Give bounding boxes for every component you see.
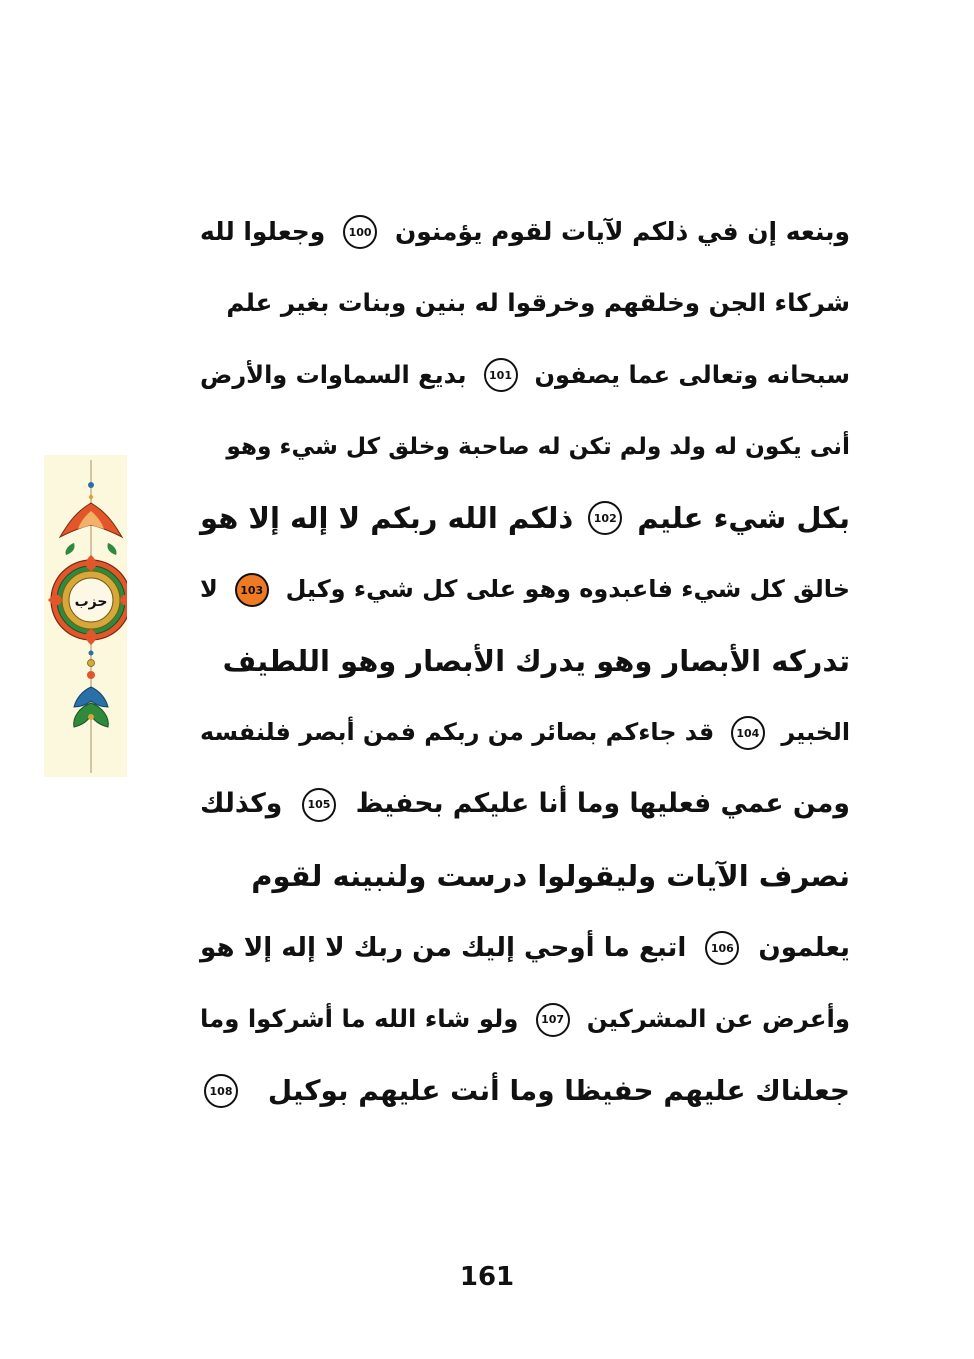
verse-text: سبحانه وتعالى عما يصفون [534,361,850,390]
page-number: 161 [459,1262,515,1292]
verse-text: خالق كل شيء فاعبدوه وهو على كل شيء وكيل [285,575,850,604]
verse-text: تدركه الأبصار وهو يدرك الأبصار وهو اللطيف [222,644,850,679]
verse-text: وكذلك [200,788,283,820]
text-line [200,628,850,696]
verse-text: وجعلوا لله [200,216,326,246]
ayah-number-marker: 106 [705,931,739,965]
verse-text: نصرف الآيات وليقولوا درست ولنبينه لقوم [251,858,850,893]
hizb-label: حزب [74,594,108,610]
hizb-marker-icon [44,455,127,777]
hizb-ornament-panel [44,455,127,777]
text-line [200,413,850,481]
verse-text: قد جاءكم بصائر من ربكم فمن أبصر فلنفسه [200,718,715,747]
text-line [200,198,850,266]
ayah-number-marker: 104 [731,716,765,750]
verse-text: بكل شيء عليم [637,500,850,535]
verse-text: وبنعه إن في ذلكم لآيات لقوم يؤمنون [394,216,850,246]
text-line [200,771,850,839]
ayah-number-marker: 105 [302,788,336,822]
ayah-number-marker: 102 [588,501,622,535]
verse-text: وأعرض عن المشركين [586,1004,850,1034]
verse-text: بديع السماوات والأرض [200,361,467,390]
ayah-number-marker: 107 [536,1003,570,1037]
verse-text: جعلناك عليهم حفيظا وما أنت عليهم بوكيل [267,1074,850,1108]
ayah-number-marker: 100 [343,215,377,249]
verse-text: ولو شاء الله ما أشركوا وما [200,1004,519,1034]
text-line [200,270,850,338]
quran-text-block [200,190,850,1170]
text-line [200,914,850,982]
text-line [200,842,850,910]
ayah-number-marker: 103 [235,573,269,607]
verse-text: اتبع ما أوحي إليك من ربك لا إله إلا هو [200,932,687,963]
text-line [200,484,850,552]
verse-text: ومن عمي فعليها وما أنا عليكم بحفيظ [355,788,850,820]
text-line [200,986,850,1054]
ayah-number-marker: 101 [484,358,518,392]
text-line [200,1057,850,1125]
verse-text: أنى يكون له ولد ولم تكن له صاحبة وخلق كل شيء وهو [226,433,850,461]
verse-text: يعلمون [758,932,850,963]
ayah-number-marker: 108 [204,1074,238,1108]
verse-text: لا [200,575,218,604]
verse-text: ذلكم الله ربكم لا إله إلا هو [200,500,574,535]
text-line [200,699,850,767]
verse-text: شركاء الجن وخلقهم وخرقوا له بنين وبنات بغير علم [226,288,850,318]
verse-text: الخبير [781,718,850,747]
text-line [200,556,850,624]
text-line [200,341,850,409]
